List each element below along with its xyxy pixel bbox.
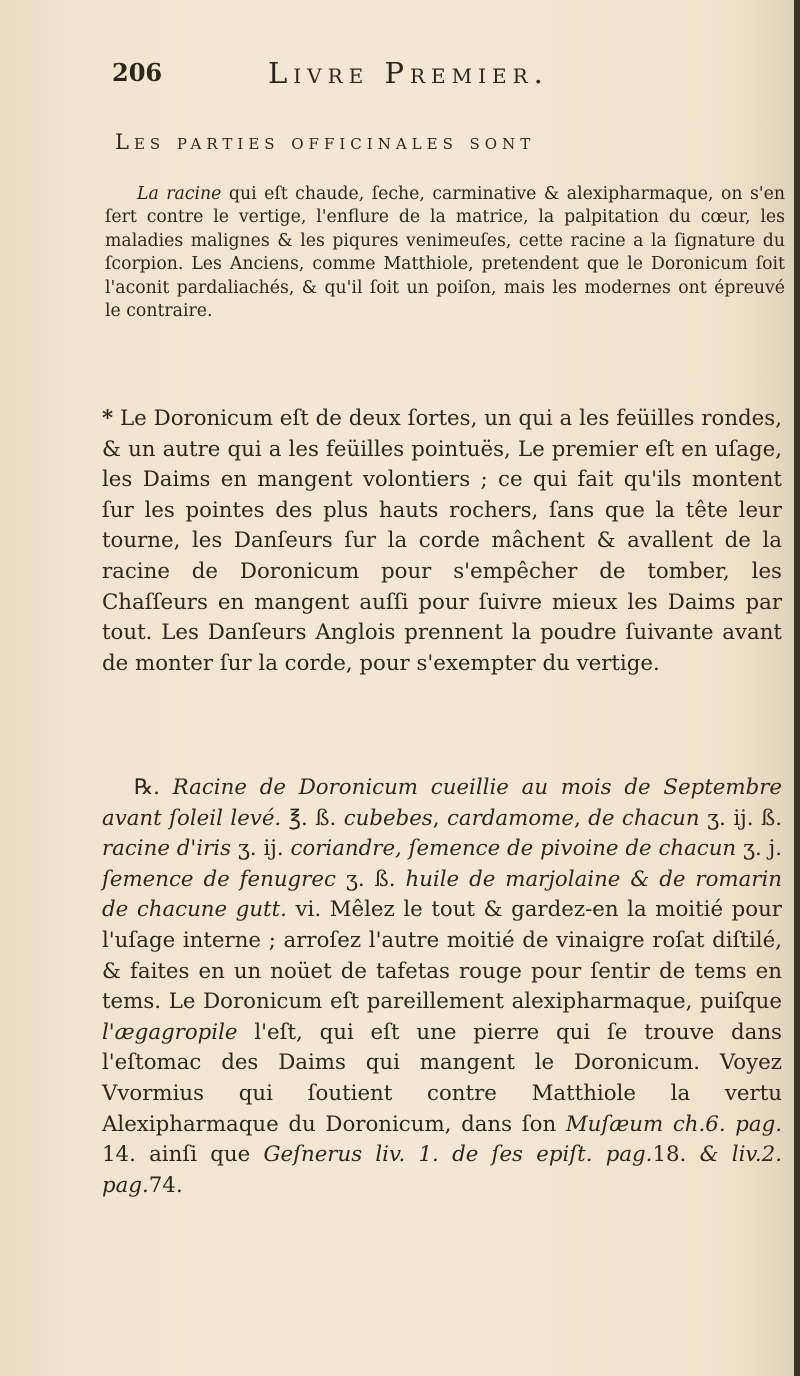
recipe-ingredient: racine d'iris — [102, 836, 231, 862]
recipe-ingredient: Racine de Doronicum cueillie au mois de Septembre avant ſoleil levé. — [102, 775, 782, 831]
section-heading: Les parties officinales sont — [115, 130, 536, 154]
recipe-sep: , — [573, 805, 589, 831]
citation: & liv.2. pag. — [102, 1142, 782, 1198]
recipe-dose: ʒ. ij. — [231, 836, 291, 862]
lead-term: La racine — [137, 184, 222, 204]
citation: Geſnerus liv. 1. de ſes epiſt. pag. — [263, 1142, 653, 1168]
recipe-phrase: de chacun — [588, 805, 700, 831]
recipe-ingredient: coriandre, ſemence de pivoine de chacun — [290, 836, 737, 862]
recipe-ingredient: cubebes — [343, 805, 433, 831]
recipe-text: 14. ainſi que — [102, 1142, 264, 1168]
recipe-dose: ʒ. j. — [736, 836, 782, 862]
recipe-text: 74. — [148, 1172, 183, 1198]
citation: Muſæum ch.6. pag. — [565, 1111, 782, 1137]
recipe-text: vi. Mêlez le tout & gardez-en la moitié pour l'uſage interne ; arroſez l'autre moitié de vinaigre roſat diſtilé, & faites en un noüet de tafetas rouge pour ſentir de tems en tems. Le Doronicum eſt pareillement alexipharmaque, puiſque — [102, 897, 782, 1015]
recipe-dose: ℥. ß. — [281, 805, 344, 831]
paragraph-text: Le Doronicum eſt de deux ſortes, un qui a les feüilles rondes, & un autre qui a les feüilles pointuës, Le premier eſt en uſage, les Daims en mangent volontiers ; ce qui fait qu'ils montent ſur les pointes des plus hauts rochers, ſans que la tête leur tourne, les Danſeurs ſur la corde mâchent & avallent de la racine de Doronicum pour s'empêcher de tomber, les Chaſſeurs en mangent auſſi pour ſuivre mieux les Daims par tout. Les Danſeurs Anglois prennent la poudre ſuivante avant de monter ſur la corde, pour s'exempter du vertige. — [102, 406, 782, 676]
recipe-term: l'ægagropile — [102, 1019, 238, 1045]
recipe-symbol: ℞. — [134, 775, 173, 800]
asterisk-mark: * — [102, 406, 114, 431]
paragraph-recipe — [102, 773, 782, 1201]
page-number: 206 — [112, 58, 163, 87]
paragraph-text: qui eſt chaude, ſeche, carminative & alexipharmaque, on s'en ſert contre le vertige, l'enflure de la matrice, la palpitation du cœur, les maladies malignes & les piqures venimeuſes, cette racine a la ſignature du ſcorpion. Les Anciens, comme Matthiole, pretendent que le Doronicum ſoit l'aconit pardaliachés, & qu'il ſoit un poiſon, mais les modernes ont épreuvé le contraire. — [105, 184, 785, 322]
recipe-text: 18. — [652, 1142, 700, 1168]
book-title: Livre Premier. — [268, 56, 549, 90]
paragraph-racine — [105, 183, 785, 323]
running-head — [0, 58, 800, 98]
recipe-ingredient: ſemence de fenugrec — [102, 866, 336, 892]
page-edge-shadow — [794, 0, 800, 1376]
paragraph-doronicum — [102, 404, 782, 679]
recipe-sep: , — [432, 805, 447, 831]
recipe-ingredient: huile de marjolaine & de romarin de chacune gutt. — [102, 866, 782, 923]
recipe-dose: ʒ. ß. — [335, 866, 406, 892]
recipe-text: l'eſt, qui eſt une pierre qui ſe trouve dans l'eſtomac des Daims qui mangent le Doronicum. Voyez Vvormius qui ſoutient contre Matthiole la vertu Alexipharmaque du Doronicum, dans ſon — [102, 1019, 782, 1137]
recipe-dose: ʒ. ij. ß. — [699, 805, 782, 831]
recipe-ingredient: cardamome — [446, 805, 574, 831]
